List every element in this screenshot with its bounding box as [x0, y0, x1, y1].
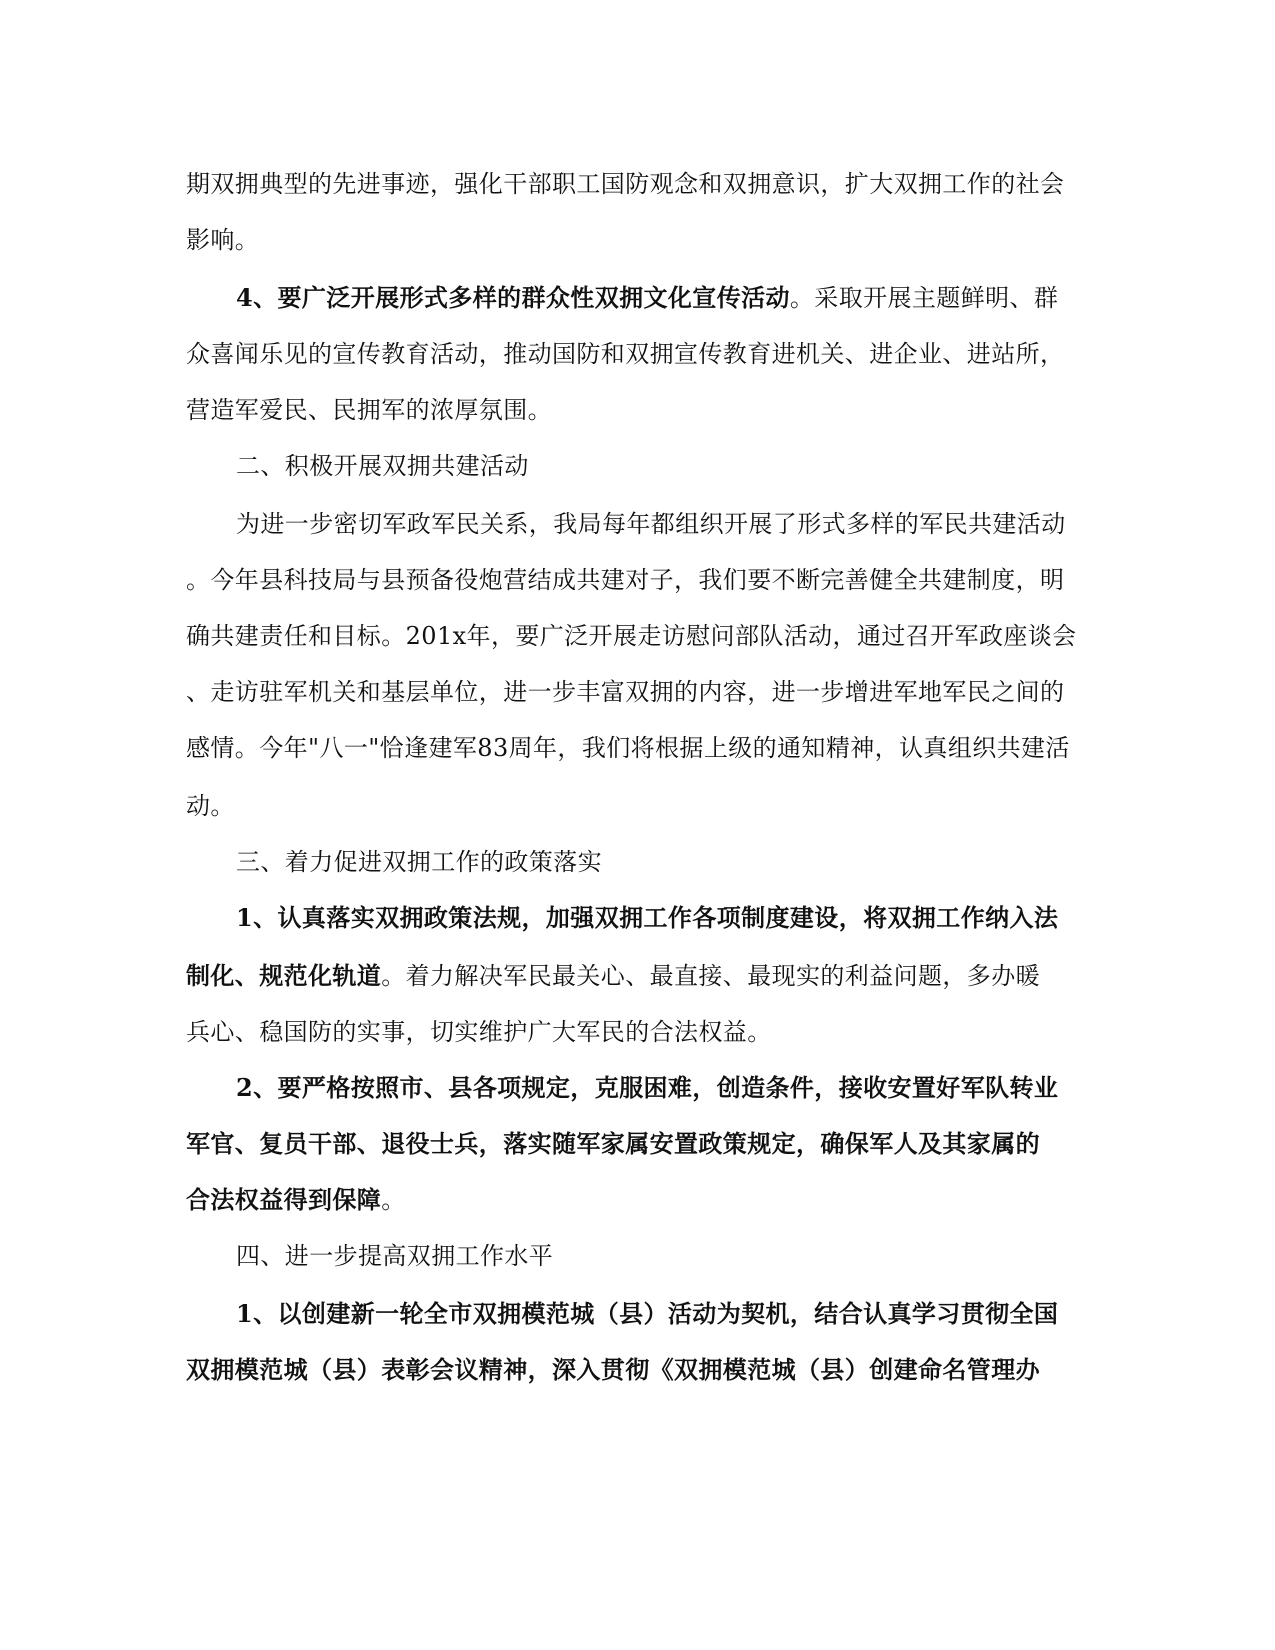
line-3-text: 。采取开展主题鲜明、群: [789, 284, 1059, 312]
text-line-11: [186, 728, 1070, 768]
text-line-17: [236, 1068, 1058, 1108]
text-line-5: [186, 390, 552, 430]
section-heading-4-text: 四、进一步提高双拥工作水平: [236, 1242, 554, 1270]
text-line-1: [186, 164, 1064, 204]
line-18-bold-heading: 军官、复员干部、退役士兵，落实随军家属安置政策规定，确保军人及其家属的: [186, 1129, 1040, 1158]
section-heading-2: [236, 446, 529, 486]
line-1-text: 期双拥典型的先进事迹，强化干部职工国防观念和双拥意识，扩大双拥工作的社会: [186, 170, 1065, 198]
text-line-15: [186, 956, 1040, 996]
text-line-22: [186, 1350, 1040, 1390]
line-21-bold-heading: 1、以创建新一轮全市双拥模范城（县）活动为契机，结合认真学习贯彻全国: [236, 1299, 1059, 1328]
line-16-text: 兵心、稳国防的实事，切实维护广大军民的合法权益。: [186, 1018, 772, 1046]
text-line-8: [186, 560, 1064, 600]
text-line-7: [236, 504, 1066, 544]
line-4-text: 众喜闻乐见的宣传教育活动，推动国防和双拥宣传教育进机关、进企业、进站所，: [186, 340, 1065, 368]
text-line-9: [186, 616, 1077, 656]
text-line-21: [236, 1294, 1058, 1334]
line-5-text: 营造军爱民、民拥军的浓厚氛围。: [186, 396, 552, 424]
line-14-bold-heading: 1、认真落实双拥政策法规，加强双拥工作各项制度建设，将双拥工作纳入法: [236, 903, 1059, 932]
text-line-3: [236, 278, 1058, 318]
text-line-2: [186, 220, 259, 260]
line-2-text: 影响。: [186, 226, 260, 254]
line-15-text: 。着力解决军民最关心、最直接、最现实的利益问题，多办暖: [381, 962, 1041, 990]
line-17-bold-heading: 2、要严格按照市、县各项规定，克服困难，创造条件，接收安置好军队转业: [236, 1073, 1059, 1102]
section-heading-4: [236, 1236, 553, 1276]
line-8-text: 。今年县科技局与县预备役炮营结成共建对子，我们要不断完善健全共建制度，明: [186, 566, 1065, 594]
line-10-text: 、走访驻军机关和基层单位，进一步丰富双拥的内容，进一步增进军地军民之间的: [186, 678, 1065, 706]
line-12-text: 动。: [186, 792, 235, 820]
line-15-bold-heading: 制化、规范化轨道: [186, 961, 382, 990]
text-line-16: [186, 1012, 772, 1052]
text-line-4: [186, 334, 1064, 374]
line-11-text: 感情。今年"八一"恰逢建军83周年，我们将根据上级的通知精神，认真组织共建活: [186, 734, 1070, 762]
line-19-text: 。: [381, 1186, 406, 1214]
text-line-19: [186, 1180, 406, 1220]
text-line-10: [186, 672, 1064, 712]
text-line-18: [186, 1124, 1040, 1164]
line-19-bold-heading: 合法权益得到保障: [186, 1185, 382, 1214]
line-3-bold-heading: 4、要广泛开展形式多样的群众性双拥文化宣传活动: [236, 283, 790, 312]
line-9-text: 确共建责任和目标。201x年，要广泛开展走访慰问部队活动，通过召开军政座谈会: [186, 622, 1077, 650]
text-line-14: [236, 898, 1058, 938]
section-heading-2-text: 二、积极开展双拥共建活动: [236, 452, 529, 480]
section-heading-3-text: 三、着力促进双拥工作的政策落实: [236, 848, 602, 876]
section-heading-3: [236, 842, 602, 882]
text-line-12: [186, 786, 235, 826]
line-7-text: 为进一步密切军政军民关系，我局每年都组织开展了形式多样的军民共建活动: [236, 510, 1066, 538]
line-22-bold-heading: 双拥模范城（县）表彰会议精神，深入贯彻《双拥模范城（县）创建命名管理办: [186, 1355, 1040, 1384]
